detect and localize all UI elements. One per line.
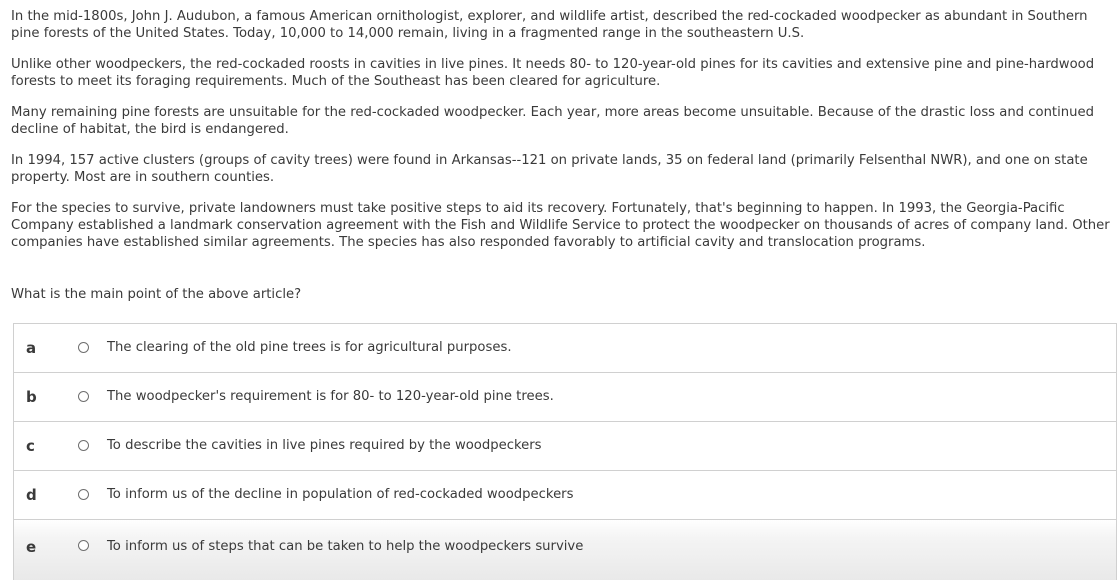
answer-choice-c[interactable] xyxy=(14,422,1116,471)
article-paragraph-3: Many remaining pine forests are unsuitable for the red-cockaded woodpecker. Each year, more areas become unsuitable. Because of the drastic loss and continued decline of habitat, the bird is endangered. xyxy=(11,105,1094,137)
radio-button-e[interactable] xyxy=(78,540,89,551)
radio-button-c[interactable] xyxy=(78,440,89,451)
choice-letter: a xyxy=(26,339,37,357)
answer-choice-a[interactable] xyxy=(14,324,1116,373)
radio-button-b[interactable] xyxy=(78,391,89,402)
article-paragraph-1: In the mid-1800s, John J. Audubon, a famous American ornithologist, explorer, and wildlife artist, described the red-cockaded woodpecker as abundant in Southern pine forests of the United States. Today, 10,000 to 14,000 remain, living in a fragmented range in the southeastern U.S. xyxy=(11,9,1088,41)
choice-letter: b xyxy=(26,388,37,406)
choice-text: To inform us of steps that can be taken to help the woodpeckers survive xyxy=(107,539,584,554)
article-paragraph-2: Unlike other woodpeckers, the red-cockaded roosts in cavities in live pines. It needs 80- to 120-year-old pines for its cavities and extensive pine and pine-hardwood forests to meet its foraging requirements. Much of the Southeast has been cleared for agriculture. xyxy=(11,57,1095,89)
answer-choice-b[interactable] xyxy=(14,373,1116,422)
answer-choice-e[interactable] xyxy=(14,520,1116,580)
question-text: What is the main point of the above article? xyxy=(11,287,302,302)
radio-button-a[interactable] xyxy=(78,342,89,353)
choice-text: To describe the cavities in live pines required by the woodpeckers xyxy=(107,438,542,453)
choice-text: The woodpecker's requirement is for 80- to 120-year-old pine trees. xyxy=(107,389,554,404)
choice-letter: d xyxy=(26,486,37,504)
choice-text: To inform us of the decline in population of red-cockaded woodpeckers xyxy=(107,487,574,502)
choice-letter: c xyxy=(26,437,35,455)
choice-letter: e xyxy=(26,538,37,556)
article xyxy=(11,8,1111,265)
article-paragraph-4: In 1994, 157 active clusters (groups of cavity trees) were found in Arkansas--121 on private lands, 35 on federal land (primarily Felsenthal NWR), and one on state property. Most are in southern counties. xyxy=(11,153,1088,185)
answer-choice-d[interactable] xyxy=(14,471,1116,520)
choice-text: The clearing of the old pine trees is for agricultural purposes. xyxy=(107,340,512,355)
answer-choices xyxy=(13,323,1117,580)
radio-button-d[interactable] xyxy=(78,489,89,500)
article-paragraph-5: For the species to survive, private landowners must take positive steps to aid its recovery. Fortunately, that's beginning to happen. In 1993, the Georgia-Pacific Company established a landmark conservation agreement with the Fish and Wildlife Service to protect the woodpecker on thousands of acres of company land. Other companies have established similar agreements. The species has also responded favorably to artificial cavity and translocation programs. xyxy=(11,201,1110,250)
